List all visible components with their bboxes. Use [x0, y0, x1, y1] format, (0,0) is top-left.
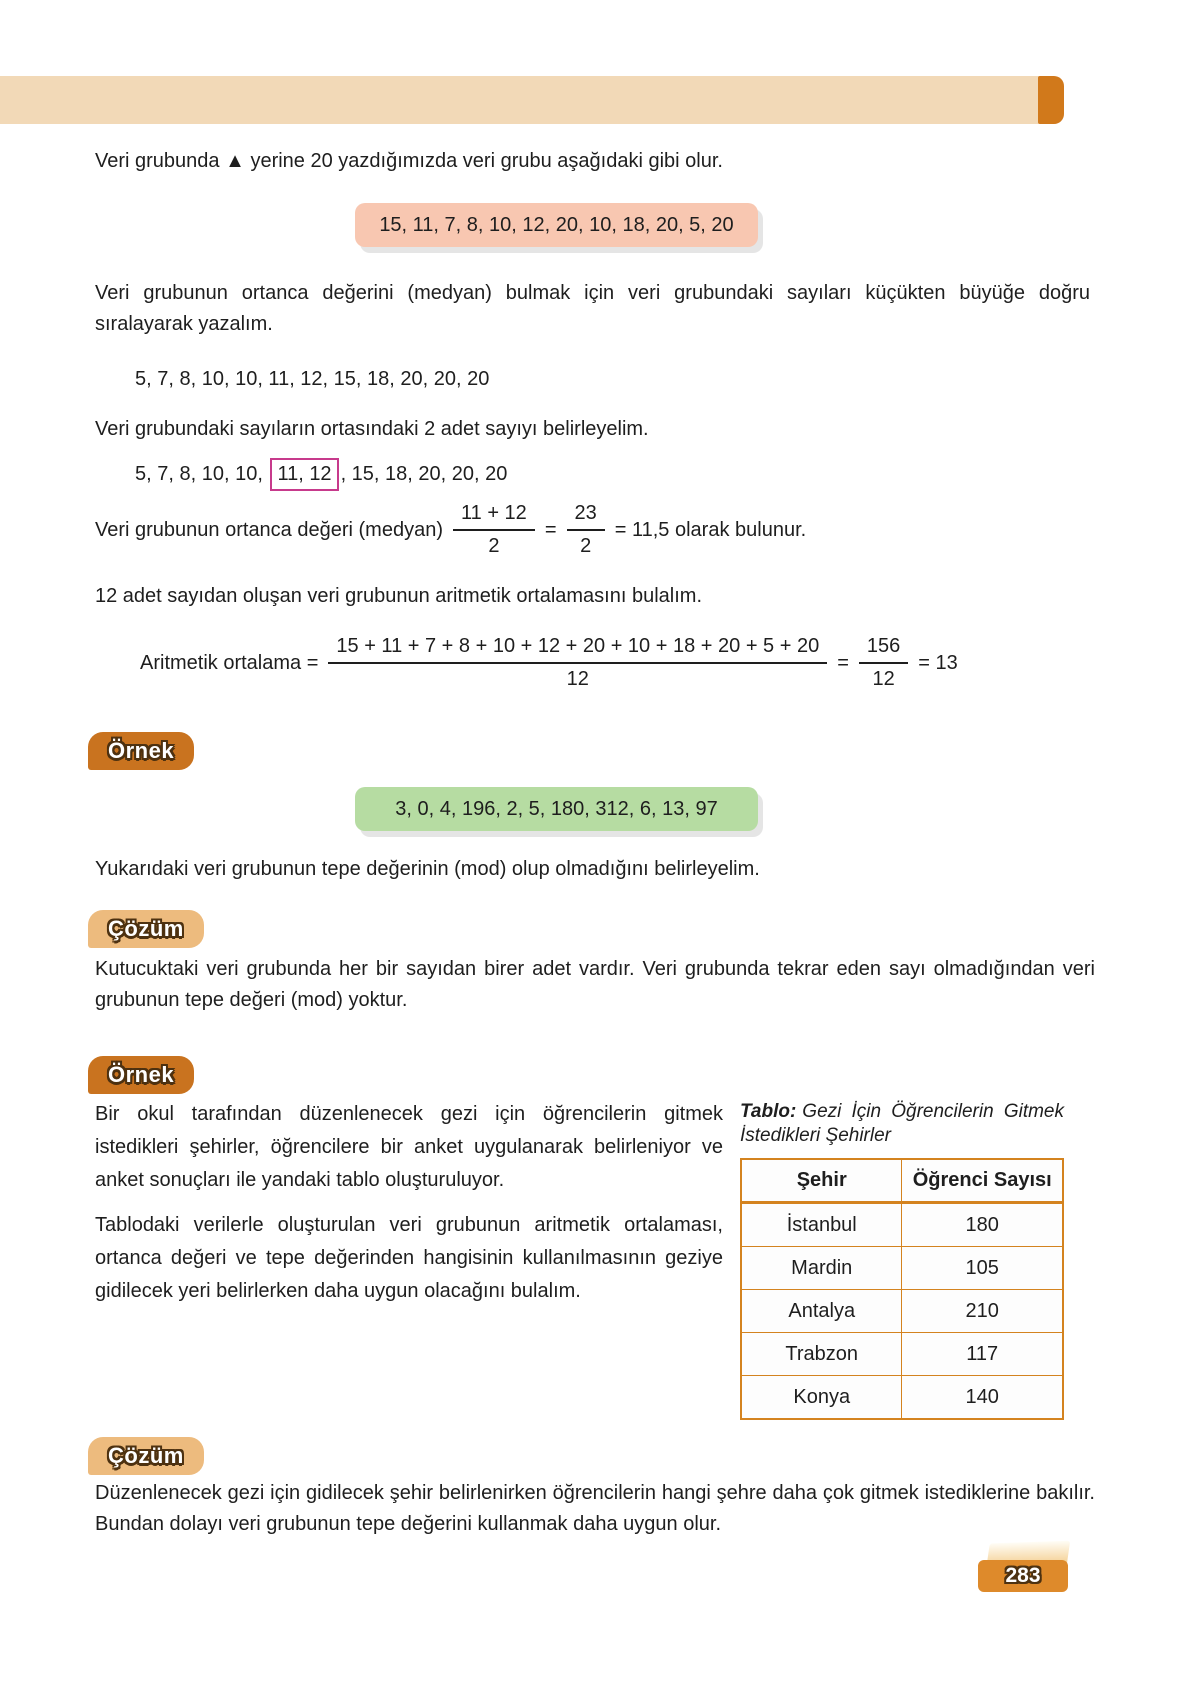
example-badge-2: Örnek	[88, 1056, 194, 1094]
student-count-cell: 105	[902, 1247, 1063, 1290]
header-bar-cap	[1038, 76, 1064, 124]
intro-sentence: Veri grubunda ▲ yerine 20 yazdığımızda veri grubu aşağıdaki gibi olur.	[95, 150, 723, 172]
city-cell: Trabzon	[741, 1333, 902, 1376]
example-badge-1: Örnek	[88, 732, 194, 770]
header-student-count: Öğrenci Sayısı	[902, 1159, 1063, 1203]
mean-fraction-2: $\frac{156}{12}$	[859, 634, 908, 692]
median-result: = 11,5 olarak bulunur.	[614, 518, 807, 541]
example1-solution-text: Kutucuktaki veri grubunda her bir sayıdan birer adet vardır. Veri grubunda tekrar eden sayı olmadığından veri grubunun tepe değeri (mod) yoktur.	[95, 958, 1095, 1011]
table-row	[741, 1290, 1063, 1333]
mean-intro: 12 adet sayıdan oluşan veri grubunun aritmetik ortalamasını bulalım.	[95, 585, 703, 607]
highlighted-list-suffix: , 15, 18, 20, 20, 20	[340, 463, 508, 485]
data-group-box-pink	[355, 203, 758, 247]
student-count-cell: 140	[902, 1376, 1063, 1420]
table-caption	[740, 1100, 1064, 1148]
highlighted-list-prefix: 5, 7, 8, 10, 10,	[135, 463, 263, 485]
data-group-values: 15, 11, 7, 8, 10, 12, 20, 10, 18, 20, 5, 20	[379, 213, 734, 236]
data-group-box-green	[355, 787, 758, 831]
mean-fraction-1: $\frac{15 + 11 + 7 + 8 + 10 + 12 + 20 + 10 + 18 + 20 + 5 + 20}{12}$	[328, 634, 827, 692]
example1-question: Yukarıdaki veri grubunun tepe değerinin (mod) olup olmadığını belirleyelim.	[95, 858, 760, 880]
page-number-badge: 283	[978, 1560, 1068, 1592]
header-city: Şehir	[741, 1159, 902, 1203]
highlighted-list	[135, 458, 507, 491]
example2-solution-text: Düzenlenecek gezi için gidilecek şehir belirlenirken öğrencilerin hangi şehre daha çok gitmek istediklerine bakılır. Bundan dolayı veri grubunun tepe değerini kullanmak daha uygun olur.	[95, 1482, 1095, 1535]
example2-table-column	[740, 1100, 1064, 1420]
mean-formula	[140, 630, 958, 696]
example2-paragraph-1: Bir okul tarafından düzenlenecek gezi için öğrencilerin gitmek istedikleri şehirler, öğrencilere bir anket uygulanarak belirleniyor ve anket sonuçları ile yandaki tablo oluşturuluyor.	[95, 1103, 723, 1191]
student-count-cell: 117	[902, 1333, 1063, 1376]
sorted-list: 5, 7, 8, 10, 10, 11, 12, 15, 18, 20, 20, 20	[135, 368, 490, 390]
mean-formula-label: Aritmetik ortalama =	[140, 651, 319, 674]
median-formula	[95, 498, 806, 562]
table-caption-text: Gezi İçin Öğrencilerin Gitmek İstedikleri Şehirler	[740, 1101, 1064, 1146]
table-header-row	[741, 1159, 1063, 1203]
header-bar	[0, 76, 1040, 124]
median-paragraph: Veri grubunun ortanca değerini (medyan) bulmak için veri grubundaki sayıları küçükten büyüğe doğru sıralayarak yazalım.	[95, 282, 1090, 335]
city-cell: Antalya	[741, 1290, 902, 1333]
solution-badge-1: Çözüm	[88, 910, 204, 948]
median-fraction-1: $\frac{11 + 12}{2}$	[453, 501, 535, 559]
table-row	[741, 1376, 1063, 1420]
city-cell: Mardin	[741, 1247, 902, 1290]
table-row	[741, 1203, 1063, 1247]
median-pair-highlight: 11, 12	[270, 458, 338, 491]
median-fraction-2: $\frac{23}{2}$	[567, 501, 605, 559]
city-cell: İstanbul	[741, 1203, 902, 1247]
solution-badge-2: Çözüm	[88, 1437, 204, 1475]
city-cell: Konya	[741, 1376, 902, 1420]
table-row	[741, 1247, 1063, 1290]
table-row	[741, 1333, 1063, 1376]
student-count-cell: 210	[902, 1290, 1063, 1333]
median-formula-label: Veri grubunun ortanca değeri (medyan)	[95, 518, 443, 541]
middle-sentence: Veri grubundaki sayıların ortasındaki 2 adet sayıyı belirleyelim.	[95, 418, 649, 440]
example2-paragraph-2: Tablodaki verilerle oluşturulan veri grubunun aritmetik ortalaması, ortanca değeri ve tepe değerinden hangisinin kullanılmasının geziye gidilecek yeri belirlerken daha uygun olacağını bulalım.	[95, 1214, 723, 1302]
city-student-table	[740, 1158, 1064, 1420]
data-group-values-2: 3, 0, 4, 196, 2, 5, 180, 312, 6, 13, 97	[395, 797, 718, 820]
mean-result: = 13	[918, 651, 958, 674]
equals-sign: =	[837, 651, 849, 674]
table-caption-label: Tablo:	[740, 1101, 797, 1122]
example2-text-column	[95, 1098, 723, 1320]
equals-sign: =	[544, 518, 557, 541]
student-count-cell: 180	[902, 1203, 1063, 1247]
